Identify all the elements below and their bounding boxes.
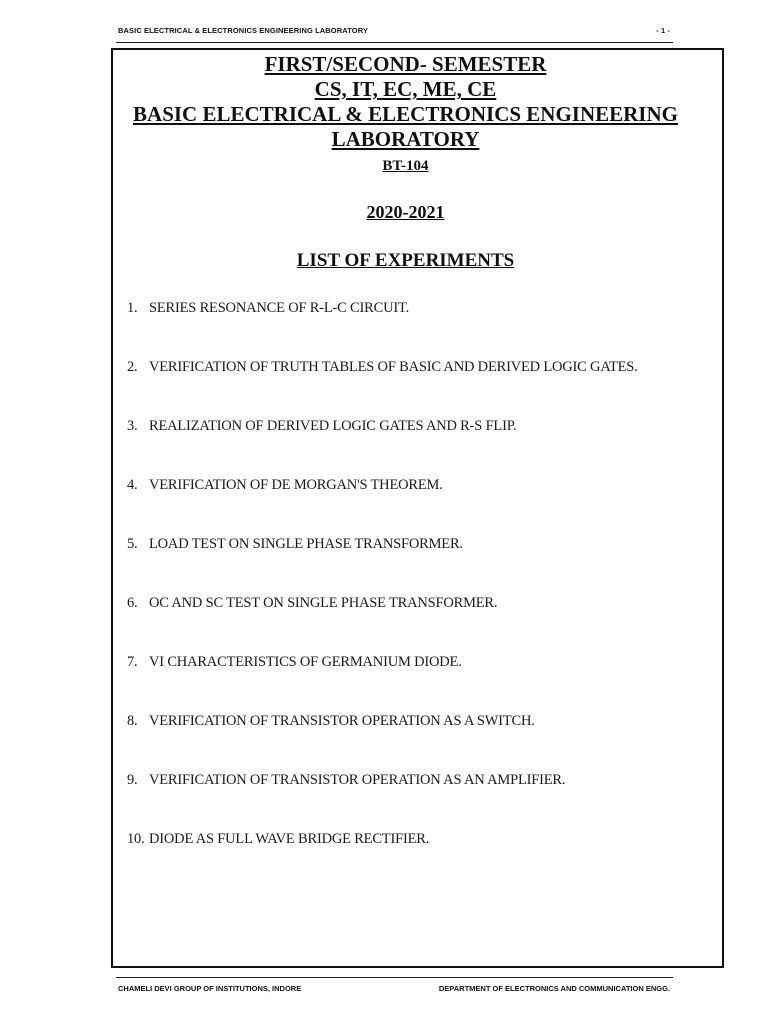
experiment-item	[127, 707, 687, 736]
branches-title: CS, IT, EC, ME, CE	[314, 77, 497, 101]
experiment-text: DIODE AS FULL WAVE BRIDGE RECTIFIER.	[149, 831, 430, 847]
experiment-text: REALIZATION OF DERIVED LOGIC GATES AND R-S FLIP.	[149, 418, 517, 434]
header-title: BASIC ELECTRICAL & ELECTRONICS ENGINEERING LABORATORY	[118, 26, 369, 35]
experiment-number: 10.	[127, 831, 145, 847]
footer-divider	[116, 977, 673, 978]
experiment-number: 4.	[127, 477, 138, 493]
lab-title-line-1: BASIC ELECTRICAL & ELECTRONICS ENGINEERING	[133, 102, 678, 126]
experiment-number: 2.	[127, 359, 138, 375]
experiment-item	[127, 766, 687, 795]
experiment-item	[127, 648, 687, 677]
semester-title: FIRST/SECOND- SEMESTER	[264, 52, 547, 76]
experiment-item	[127, 294, 687, 323]
experiment-text: VI CHARACTERISTICS OF GERMANIUM DIODE.	[149, 654, 462, 670]
experiment-number: 9.	[127, 772, 138, 788]
experiment-item	[127, 530, 687, 559]
experiment-number: 5.	[127, 536, 138, 552]
experiment-number: 7.	[127, 654, 138, 670]
experiment-number: 8.	[127, 713, 138, 729]
experiment-text: VERIFICATION OF DE MORGAN'S THEOREM.	[149, 477, 443, 493]
experiment-item	[127, 825, 687, 854]
experiment-item	[127, 471, 687, 500]
running-footer	[118, 984, 670, 998]
experiment-list	[127, 294, 687, 854]
experiment-text: VERIFICATION OF TRANSISTOR OPERATION AS A SWITCH.	[149, 713, 535, 729]
title-block	[113, 52, 698, 176]
experiment-text: VERIFICATION OF TRANSISTOR OPERATION AS AN AMPLIFIER.	[149, 772, 566, 788]
experiment-item	[127, 412, 687, 441]
experiment-text: VERIFICATION OF TRUTH TABLES OF BASIC AND DERIVED LOGIC GATES.	[149, 359, 638, 375]
experiment-text: OC AND SC TEST ON SINGLE PHASE TRANSFORMER.	[149, 595, 498, 611]
experiment-number: 6.	[127, 595, 138, 611]
course-code: BT-104	[382, 158, 429, 174]
footer-department: DEPARTMENT OF ELECTRONICS AND COMMUNICATION ENGG.	[438, 984, 670, 993]
list-heading: LIST OF EXPERIMENTS	[296, 250, 515, 271]
running-header	[118, 26, 670, 40]
footer-institution: CHAMELI DEVI GROUP OF INSTITUTIONS, INDORE	[118, 984, 302, 993]
experiment-number: 3.	[127, 418, 138, 434]
header-divider	[116, 42, 673, 43]
experiment-text: LOAD TEST ON SINGLE PHASE TRANSFORMER.	[149, 536, 463, 552]
experiment-number: 1.	[127, 300, 138, 316]
experiment-item	[127, 353, 687, 382]
page-number: - 1 -	[656, 26, 670, 35]
lab-title-line-2: LABORATORY	[331, 127, 480, 151]
session-year: 2020-2021	[366, 202, 445, 222]
experiment-item	[127, 589, 687, 618]
experiment-text: SERIES RESONANCE OF R-L-C CIRCUIT.	[149, 300, 409, 316]
